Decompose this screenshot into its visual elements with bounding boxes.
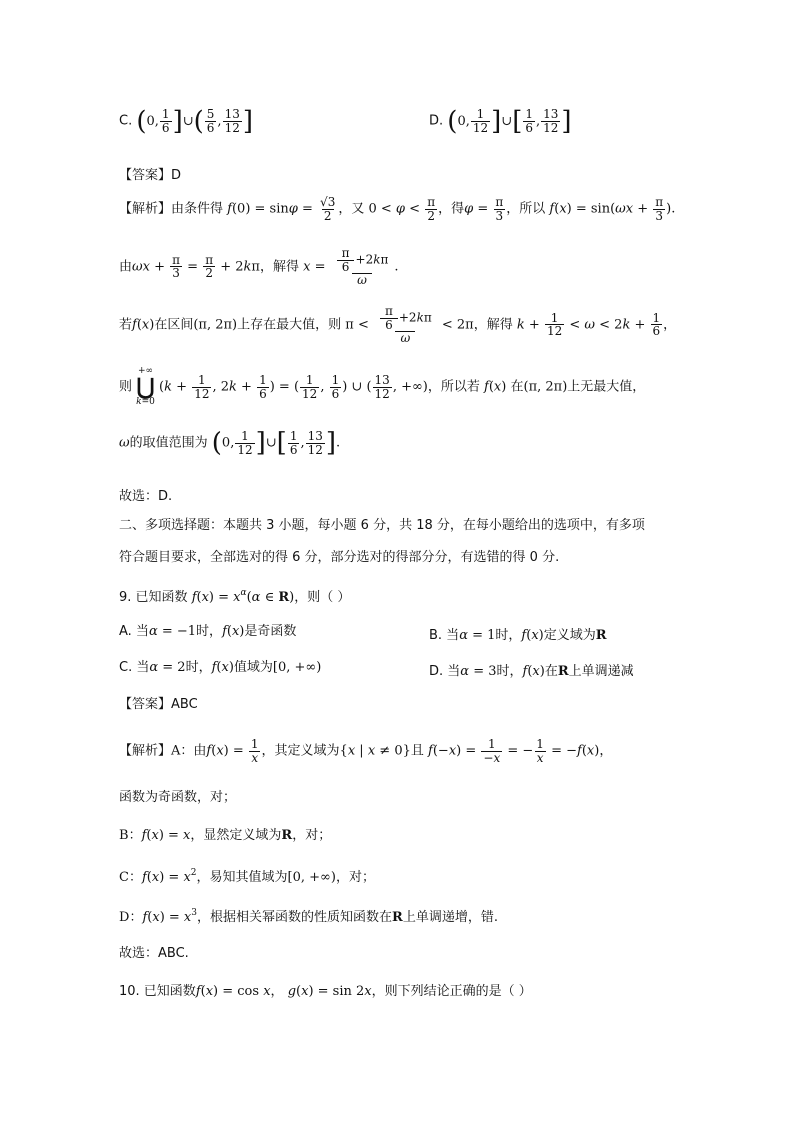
section2-line1: 二、多项选择题：本题共 3 小题，每小题 6 分，共 18 分，在每小题给出的选项中，有多项	[119, 518, 645, 533]
q9-analysis-d: D：$f(x) = x^3$，根据相关幂函数的性质知函数在R上单调递增，错.	[119, 908, 498, 925]
q8-option-c-label: C.	[119, 113, 133, 129]
q8-option-d-math: (0, $\frac{1}{12}$ ]∪[ $\frac{1}{6}$ , $\frac{13}{12}$ ]	[447, 106, 572, 137]
q8-conclusion: 故选：D.	[119, 489, 173, 504]
q9-option-c: C. 当α = 2时，f(x)值域为[0, +∞)	[119, 660, 322, 675]
q9-option-d: D. 当α = 3时，f(x)在R上单调递减	[429, 664, 634, 679]
q10-stem: 10. 已知函数f(x) = cos x， g(x) = sin 2x，则下列结论正确的是（ ）	[119, 984, 532, 999]
q8-analysis-line4: 则 +∞ ⋃ k=0 (k + $\frac{1}{12}$ , 2k + $\frac{1}{6}$ ) = ( $\frac{1}{12}$ , $\frac{1}{6}$ ) ∪ ( $\frac{13}{12}$ , +∞)，所以若 f(x) 在(π, 2π)上无最大值，	[119, 366, 646, 407]
q8-answer: 【答案】D	[119, 168, 182, 183]
q8-option-c	[119, 106, 253, 137]
q8-analysis-line5: ω的取值范围为 (0, $\frac{1}{12}$ ]∪[ $\frac{1}{6}$ , $\frac{13}{12}$ ].	[119, 428, 341, 459]
q9-analysis-a2: 函数为奇函数，对；	[119, 790, 237, 805]
q9-analysis-b: B：f(x) = x，显然定义域为R，对；	[119, 828, 332, 843]
q9-answer: 【答案】ABC	[119, 697, 198, 712]
q8-analysis-line2: 由ωx + $\frac{\pi}{3}$ = $\frac{\pi}{2}$ + 2kπ，解得 x = $\frac{\pi}{6}$ +2kπ ω .	[119, 246, 399, 288]
q8-analysis-line3: 若f(x)在区间(π, 2π)上存在最大值，则 π < $\frac{\pi}{6}$ +2kπ ω < 2π，解得 k + $\frac{1}{12}$ < ω < 2k + $\frac{1}{6}$ ，	[119, 304, 677, 346]
q8-option-d-label: D.	[429, 113, 444, 129]
section2-line2: 符合题目要求，全部选对的得 6 分，部分选对的得部分分，有选错的得 0 分.	[119, 550, 560, 565]
analysis-label: 【解析】	[119, 201, 172, 217]
q9-analysis-a: 【解析】A：由f(x) = $\frac{1}{x}$ ，其定义域为{x | x ≠ 0}且 f(−x) = $\frac{1}{-x}$ = − $\frac{1}{x}$ = −f(x)，	[119, 737, 613, 765]
q9-analysis-c: C：$f(x) = x^2$，易知其值域为[0, +∞)，对；	[119, 868, 375, 885]
q8-option-c-math: (0, $\frac{1}{6}$ ]∪( $\frac{5}{6}$ , $\frac{13}{12}$ ]	[136, 106, 253, 137]
q9-option-b: B. 当α = 1时，f(x)定义域为R	[429, 628, 607, 643]
q8-option-d	[429, 106, 572, 137]
q9-stem: 9. 已知函数 $f(x) = x^\alpha(\alpha$ ∈ R)，则（ ）	[119, 588, 351, 605]
q9-conclusion: 故选：ABC.	[119, 946, 189, 961]
q9-option-a: A. 当α = −1时，f(x)是奇函数	[119, 624, 297, 639]
q8-analysis-line1: 【解析】由条件得 f(0) = sinφ = $\frac{√3}{2}$ ，又 0 < φ < $\frac{\pi}{2}$ ，得φ = $\frac{\pi}{3}$ ，所以 f(x) = sin(ωx + $\frac{\pi}{3}$ ).	[119, 195, 676, 223]
